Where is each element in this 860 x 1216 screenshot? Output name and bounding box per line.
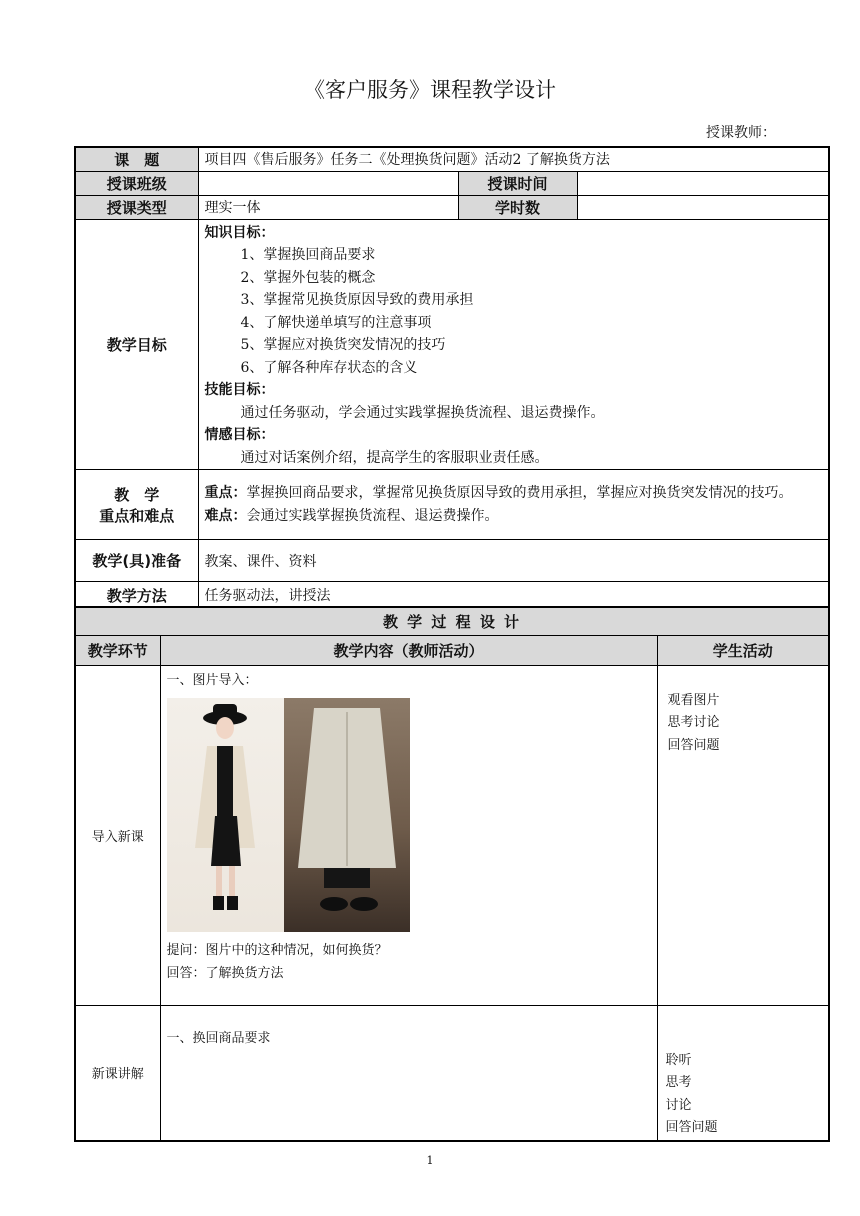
intro-question: 提问：图片中的这种情况，如何换货？ [166, 943, 388, 958]
emotion-title: 情感目标： [204, 427, 275, 443]
method-label: 教学方法 [75, 582, 198, 610]
knowledge-item: 1、掌握换回商品要求 [240, 247, 376, 263]
class-label: 授课班级 [75, 171, 198, 195]
time-label: 授课时间 [458, 171, 577, 195]
student-activity-item: 回答问题 [667, 737, 720, 753]
time-value [577, 171, 829, 195]
intro-answer: 回答：了解换货方法 [166, 965, 284, 981]
key-text: 掌握换回商品要求，掌握常见换货原因导致的费用承担，掌握应对换货突发情况的技巧。 [246, 485, 793, 501]
knowledge-item: 2、掌握外包装的概念 [240, 269, 376, 286]
intro-title: 一、图片导入： [166, 672, 258, 688]
student-activity-item: 观看图片 [667, 692, 720, 708]
document-title: 《客户服务》课程教学设计 [304, 78, 556, 102]
page-number: 1 [426, 1154, 434, 1167]
process-heading: 教 学 过 程 设 计 [75, 607, 829, 635]
student-activity-item: 聆听 [665, 1052, 692, 1068]
goals-label: 教学目标 [75, 219, 198, 470]
topic-label: 课 题 [75, 147, 198, 171]
coat-photo-2 [284, 698, 410, 932]
intro-photos [167, 698, 651, 932]
prep-label: 教学(具)准备 [75, 540, 198, 582]
course-info-table [74, 146, 830, 611]
student-activity-item: 讨论 [665, 1097, 692, 1113]
knowledge-item: 5、掌握应对换货突发情况的技巧 [240, 337, 446, 353]
skill-text: 通过任务驱动，学会通过实践掌握换货流程、退运费操作。 [240, 404, 605, 421]
emotion-text: 通过对话案例介绍，提高学生的客服职业责任感。 [240, 449, 549, 466]
col-content: 教学内容（教师活动） [160, 635, 657, 665]
topic-value: 项目四《售后服务》任务二《处理换货问题》活动2 了解换货方法 [198, 147, 829, 171]
teacher-label: 授课教师： [706, 125, 776, 141]
prep-value: 教案、课件、资料 [198, 540, 829, 582]
knowledge-item: 3、掌握常见换货原因导致的费用承担 [240, 292, 474, 308]
stage-new-lesson: 新课讲解 [75, 1005, 160, 1141]
keypoints-label [75, 470, 198, 540]
skill-title: 技能目标： [204, 382, 275, 398]
student-activity-item: 思考讨论 [667, 715, 720, 730]
hours-value [577, 195, 829, 219]
key-title: 重点： [204, 485, 247, 501]
student-activity-item: 回答问题 [665, 1120, 718, 1135]
coat-mirror-image [284, 698, 410, 932]
keypoints-label-line2: 重点和难点 [99, 506, 175, 525]
new-lesson-title: 一、换回商品要求 [166, 1030, 271, 1046]
col-student: 学生活动 [657, 635, 829, 665]
col-stage: 教学环节 [75, 635, 160, 665]
new-lesson-student-activity [657, 1005, 829, 1141]
hours-label: 学时数 [458, 195, 577, 219]
intro-content [160, 665, 657, 1005]
student-activity-item: 思考 [665, 1075, 692, 1090]
knowledge-item: 6、了解各种库存状态的含义 [240, 359, 418, 376]
knowledge-title: 知识目标： [204, 224, 275, 241]
goals-content [198, 219, 829, 470]
keypoints-content [198, 470, 829, 540]
stage-intro: 导入新课 [75, 665, 160, 1005]
type-value: 理实一体 [198, 195, 458, 219]
new-lesson-content [160, 1005, 657, 1141]
type-label: 授课类型 [75, 195, 198, 219]
knowledge-item: 4、了解快递单填写的注意事项 [240, 314, 432, 331]
coat-photo-1 [167, 698, 284, 932]
intro-student-activity [657, 665, 829, 1005]
method-value: 任务驱动法，讲授法 [198, 582, 829, 610]
class-value [198, 171, 458, 195]
difficult-text: 会通过实践掌握换货流程、退运费操作。 [246, 507, 499, 524]
process-table [74, 606, 830, 1142]
keypoints-label-line1: 教 学 [114, 485, 160, 504]
woman-coat-image [167, 698, 284, 932]
difficult-title: 难点： [204, 507, 247, 524]
